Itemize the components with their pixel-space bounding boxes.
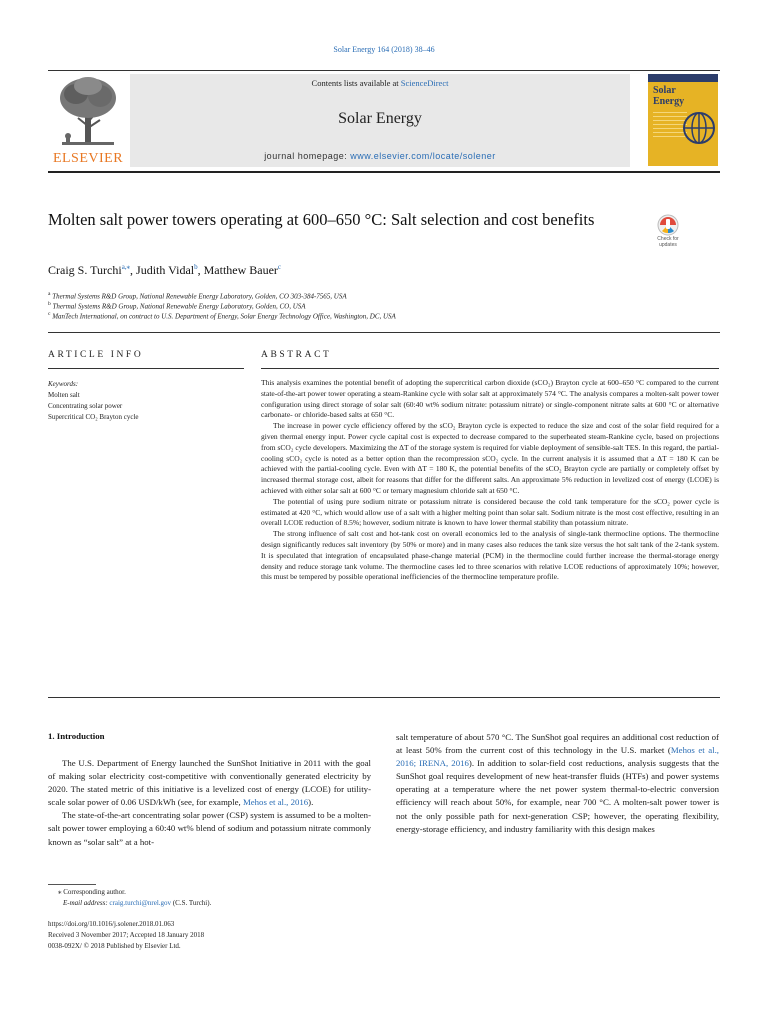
affiliation-marker: c [48, 311, 51, 317]
journal-homepage-line [130, 151, 630, 161]
crossmark-icon [648, 214, 688, 236]
affiliation-text: Thermal Systems R&D Group, National Renewable Energy Laboratory, Golden, CO 303-384-7565, USA [52, 292, 347, 301]
affiliation [48, 311, 396, 320]
author-name[interactable]: Judith Vidal [136, 263, 195, 277]
email-line [63, 899, 211, 907]
cover-title-line-2: Energy [653, 96, 685, 107]
received-dates: Received 3 November 2017; Accepted 18 January 2018 [48, 931, 205, 939]
masthead-top-rule [48, 70, 720, 71]
abstract-paragraph: This analysis examines the potential benefit of adopting the supercritical carbon dioxide (sCO₂) Brayton cycle at 600–650 °C compared to the current state-of-the-art power tower operating a steam-Rankine cycle with solar salt at approximately 574 °C. The analysis compares a molten-salt power tower configuration using direct storage of solar salt (60:40 wt% sodium nitrate: potassium nitrate) or single-component nitrate salts at 600 °C or alternative carbonate- or chloride-based salts at 650 °C. [261, 378, 719, 420]
keyword: Concentrating solar power [48, 402, 123, 410]
header-separator-rule [48, 332, 720, 333]
elsevier-logo[interactable] [48, 74, 128, 166]
contents-prefix: Contents lists available at [311, 78, 401, 88]
journal-masthead-box [130, 74, 630, 167]
intro-paragraph: The state-of-the-art concentrating solar power (CSP) system is assumed to be a molten-salt power tower employing a 60:40 wt% blend of sodium and potassium nitrate commonly known as “solar salt” at a hot- [48, 810, 371, 847]
left-column-body [48, 757, 371, 849]
author-name[interactable]: Craig S. Turchi [48, 263, 122, 277]
abstract-body [261, 378, 719, 583]
citation-link[interactable]: Mehos et al., 2016 [242, 797, 309, 808]
article-info-heading: ARTICLE INFO [48, 350, 144, 360]
author-separator: , [130, 263, 137, 277]
corresponding-author-note: ⁎ Corresponding author. [58, 888, 126, 896]
author-name[interactable]: Matthew Bauer [203, 263, 278, 277]
abstract-paragraph: The potential of using pure sodium nitrate or potassium nitrate is considered because the cold tank temperature for the sCO₂ power cycle is estimated at 420 °C, which would allow use of a salt with a higher melting point than solar salt. Sodium nitrate is the most cost effective, resulting in an overall LCOE reduction of 8.5%; however, sodium nitrate is known to have lower thermal stability than potassium nitrate. [261, 496, 719, 528]
elsevier-tree-icon [56, 74, 120, 150]
introduction-heading: 1. Introduction [48, 731, 105, 741]
keyword: Molten salt [48, 391, 80, 399]
author-affiliation-marker[interactable]: b [194, 263, 198, 271]
abstract-rule [261, 368, 719, 369]
email-suffix: (C.S. Turchi). [171, 899, 212, 907]
cover-title-line-1: Solar [653, 85, 676, 96]
footnote-rule [48, 884, 96, 885]
keywords-label: Keywords: [48, 380, 79, 388]
contents-line [130, 78, 630, 88]
intro-text: salt temperature of about 570 °C. The SunShot goal requires an additional cost reduction of at least 50% from the current cost of this technology in the U.S. market ( [396, 732, 719, 756]
email-link[interactable]: craig.turchi@nrel.gov [109, 899, 172, 907]
check-for-updates-label: Check for updates [657, 236, 679, 248]
affiliation-text: Thermal Systems R&D Group, National Renewable Energy Laboratory, Golden, CO, USA [52, 302, 306, 311]
affiliation-marker: a [48, 291, 51, 297]
email-label: E-mail address: [63, 899, 110, 907]
journal-homepage-link[interactable]: www.elsevier.com/locate/solener [350, 151, 496, 161]
keyword: Supercritical CO₂ Brayton cycle [48, 413, 139, 421]
masthead-bottom-rule [48, 171, 720, 173]
affiliation [48, 291, 347, 300]
sciencedirect-link[interactable]: ScienceDirect [400, 78, 449, 88]
homepage-prefix: journal homepage: [264, 151, 351, 161]
citation-link[interactable]: Mehos et al., 2016; IRENA, 2016 [396, 745, 719, 769]
right-column-body [396, 731, 719, 836]
journal-cover-thumbnail[interactable] [648, 74, 718, 166]
author-separator: , [197, 263, 204, 277]
intro-text: ). [308, 797, 314, 808]
intro-text: The U.S. Department of Energy launched the SunShot Initiative in 2011 with the goal of making solar electricity cost-competitive with conventionally generated electricity by 2020. The stated metric of this initiative is a levelized cost of energy (LCOE) for utility-scale solar power of 0.06 USD/kWh (see, for example, [48, 758, 371, 808]
intro-paragraph [48, 757, 371, 809]
doi-link[interactable]: https://doi.org/10.1016/j.solener.2018.01.063 [48, 920, 175, 928]
cover-globe-icon [682, 104, 716, 150]
author-affiliation-marker[interactable]: a,⁎ [121, 263, 131, 271]
journal-name: Solar Energy [338, 110, 422, 127]
cover-header-band [648, 74, 718, 82]
copyright-line: 0038-092X/ © 2018 Published by Elsevier Ltd. [48, 942, 181, 950]
affiliation [48, 301, 306, 310]
abstract-heading: ABSTRACT [261, 350, 332, 360]
check-for-updates-badge[interactable] [648, 214, 688, 254]
elsevier-wordmark: ELSEVIER [52, 151, 124, 166]
intro-paragraph [396, 731, 719, 836]
affiliation-text: ManTech International, on contract to U.S. Department of Energy, Solar Energy Technology Office, Washington, DC, USA [52, 312, 396, 321]
abstract-bottom-rule [48, 697, 720, 698]
affiliation-marker: b [48, 301, 51, 307]
article-title: Molten salt power towers operating at 600–650 °C: Salt selection and cost benefits [48, 210, 595, 229]
intro-text: ). In addition to solar-field cost reductions, analysis suggests that the SunShot goal requires development of new heat-transfer fluids (HTFs) and power systems operating at a temperature where the net power system thermal-to-electric conversion efficiency will reach about 50%, for example, near 700 °C. A molten-salt power tower is not the only possible path for next-generation CSP; however, the operating flexibility, energy-storage efficiency, and industry familiarity with this design makes [396, 758, 719, 834]
article-info-rule [48, 368, 244, 369]
author-list [48, 263, 281, 278]
author-affiliation-marker[interactable]: c [277, 263, 282, 271]
abstract-paragraph: The strong influence of salt cost and hot-tank cost on overall economics led to the analysis of single-tank thermocline options. The thermocline design significantly reduces salt inventory (by 50% or more) and in many cases also reduces the tank size versus the hot salt tank of the 2-tank system. It is speculated that integration of encapsulated phase-change material (PCM) in the thermocline could further increase the thermal-storage energy density and reduce storage tank volume. The thermocline cases led to three scenarios with relative LCOE reductions of approximately 10%; however, this must be tempered by possible operational inefficiencies of the thermocline temperature profile. [261, 529, 719, 582]
journal-reference[interactable]: Solar Energy 164 (2018) 38–46 [333, 45, 435, 54]
abstract-paragraph: The increase in power cycle efficiency offered by the sCO₂ Brayton cycle is expected to reduce the size and cost of the solar field required for a given thermal energy input. Power cycle capital cost is expected to decrease compared to the superheated steam-Rankine cycle, based on projections from sCO₂ cycle developers. Maximizing the ΔT of the storage system is required for viable deployment of sensible-salt TES. In this regard, the partial-cooling sCO₂ cycle is noted as a better option than the recompression sCO₂ cycle. In the current analysis it is assumed that a ΔT = 180 K can be achieved with the partial-cooling cycle. Even with ΔT = 180 K, the potential benefits of the sCO₂ Brayton cycle are partially or completely offset by increased thermal storage cost, albeit for reasons that differ for the different salts. An approximate 5% reduction in levelized cost of energy (LCOE) is achieved with either solar salt at 600 °C or ternary magnesium chloride salt at 650 °C. [261, 421, 719, 495]
